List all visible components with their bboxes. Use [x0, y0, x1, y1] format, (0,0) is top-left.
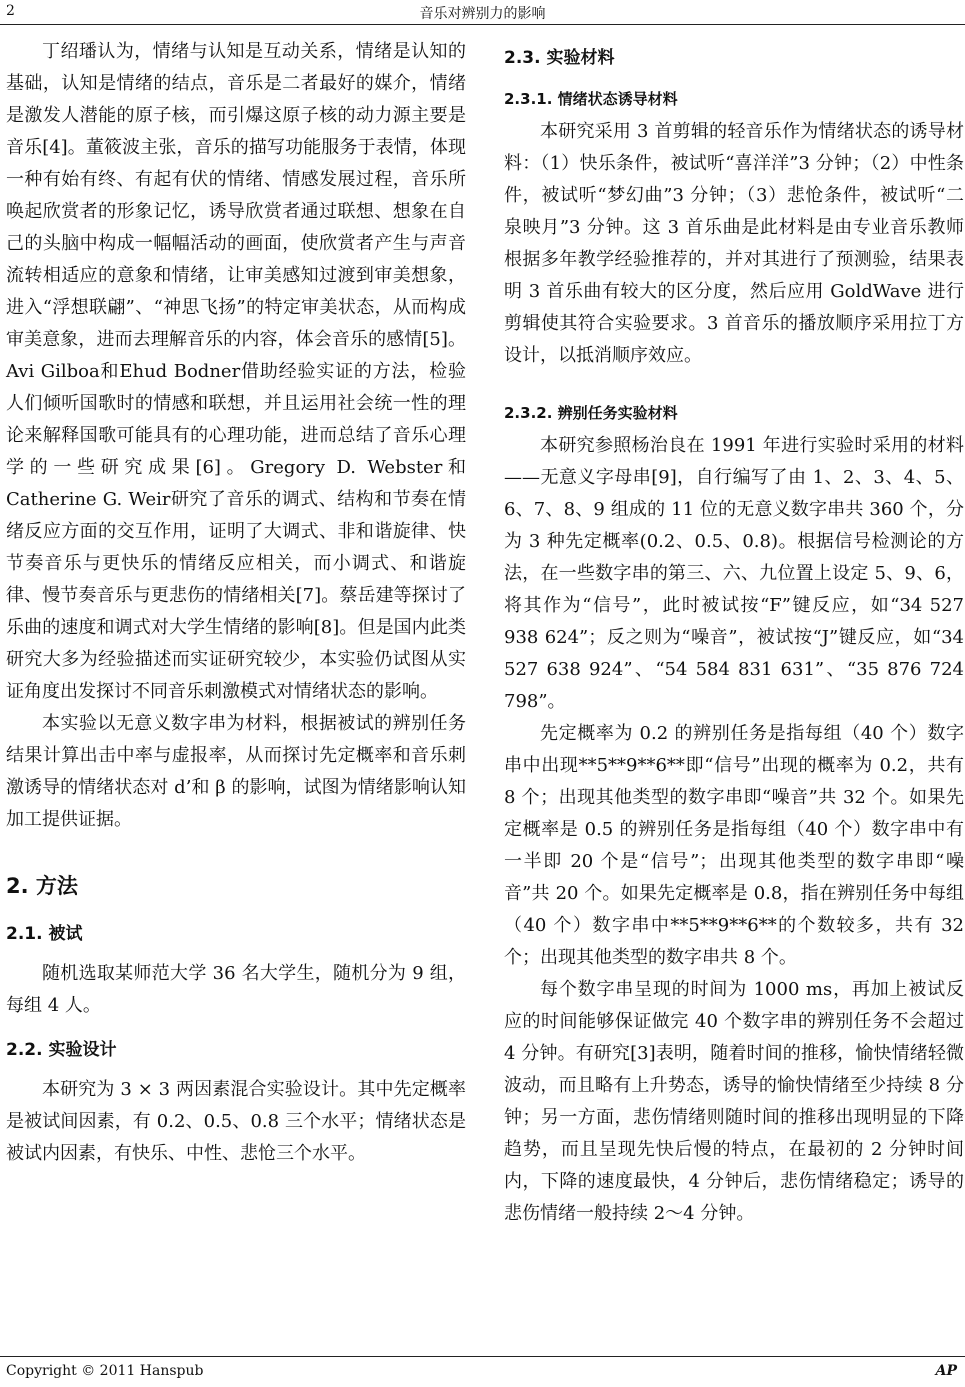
- section-heading-design: 2.2. 实验设计: [6, 1040, 117, 1060]
- section-heading-task-materials: 2.3.2. 辨别任务实验材料: [504, 404, 678, 422]
- task-paragraph-1: 本研究参照杨治良在 1991 年进行实验时采用的材料——无意义字母串[9]，自行编写了由 1、2、3、4、5、6、7、8、9 组成的 11 位的无意义数字串共 360 个，分为 3 种先定概率(0.2、0.5、0.8)。根据信号检测论的方法，在一些数字串的第三、六、九位置上设定 5、9、6，将其作为“信号”，此时被试按“F”键反应，如“34 527 938 624”；反之则为“噪音”，被试按“J”键反应，如“34 527 638 924”、“54 584 831 631”、“35 876 724 798”。: [504, 435, 964, 712]
- page-number: 2: [6, 3, 15, 19]
- section-heading-subjects: 2.1. 被试: [6, 924, 83, 944]
- left-column: [6, 36, 466, 1170]
- design-paragraph: 本研究为 3 × 3 两因素混合实验设计。其中先定概率是被试间因素，有 0.2、0.5、0.8 三个水平；情绪状态是被试内因素，有快乐、中性、悲怆三个水平。: [6, 1079, 466, 1164]
- page-footer: [0, 1356, 965, 1387]
- task-paragraph-3: 每个数字串呈现的时间为 1000 ms，再加上被试反应的时间能够保证做完 40 个数字串的辨别任务不会超过 4 分钟。有研究[3]表明，随着时间的推移，愉快情绪轻微波动，而且略有上升势态，诱导的愉快情绪至少持续 8 分钟；另一方面，悲伤情绪则随时间的推移出现明显的下降趋势，而且呈现先快后慢的特点，在最初的 2 分钟时间内，下降的速度最快，4 分钟后，悲伤情绪稳定；诱导的悲伤情绪一般持续 2～4 分钟。: [504, 979, 964, 1224]
- emotion-materials-paragraph: 本研究采用 3 首剪辑的轻音乐作为情绪状态的诱导材料：（1）快乐条件，被试听“喜洋洋”3 分钟；（2）中性条件，被试听“梦幻曲”3 分钟；（3）悲怆条件，被试听“二泉映月”3 分钟。这 3 首乐曲是此材料是由专业音乐教师根据多年教学经验推荐的，并对其进行了预测验，结果表明 3 首乐曲有较大的区分度，然后应用 GoldWave 进行剪辑使其符合实验要求。3 首音乐的播放顺序采用拉丁方设计，以抵消顺序效应。: [504, 121, 964, 366]
- right-column: [504, 36, 964, 1230]
- section-heading-emotion-materials: 2.3.1. 情绪状态诱导材料: [504, 90, 678, 108]
- running-title: 音乐对辨别力的影响: [419, 6, 546, 22]
- task-paragraph-2: 先定概率为 0.2 的辨别任务是指每组（40 个）数字串中出现**5**9**6**即“信号”出现的概率为 0.2，共有 8 个；出现其他类型的数字串即“噪音”共 32 个。如果先定概率是 0.5 的辨别任务是指每组（40 个）数字串中有一半即 20 个是“信号”；出现其他类型的数字串即“噪音”共 20 个。如果先定概率是 0.8，指在辨别任务中每组（40 个）数字串中**5**9**6**的个数较多，共有 32 个；出现其他类型的数字串共 8 个。: [504, 723, 964, 968]
- intro-paragraph-2: 本实验以无意义数字串为材料，根据被试的辨别任务结果计算出击中率与虚报率，从而探讨先定概率和音乐刺激诱导的情绪状态对 d’和 β 的影响，试图为情绪影响认知加工提供证据。: [6, 713, 466, 830]
- section-heading-method: 2. 方法: [6, 874, 78, 898]
- journal-abbreviation: AP: [935, 1363, 957, 1379]
- subjects-paragraph: 随机选取某师范大学 36 名大学生，随机分为 9 组，每组 4 人。: [6, 963, 466, 1016]
- section-heading-materials: 2.3. 实验材料: [504, 48, 615, 68]
- copyright-notice: Copyright © 2011 Hanspub: [6, 1363, 204, 1379]
- page-header: [0, 0, 965, 25]
- intro-paragraph-1: 丁绍璠认为，情绪与认知是互动关系，情绪是认知的基础，认知是情绪的结点，音乐是二者最好的媒介，情绪是激发人潜能的原子核，而引爆这原子核的动力源主要是音乐[4]。董筱波主张，音乐的描写功能服务于表情，体现一种有始有终、有起有伏的情绪、情感发展过程，音乐所唤起欣赏者的形象记忆，诱导欣赏者通过联想、想象在自己的头脑中构成一幅幅活动的画面，使欣赏者产生与声音流转相适应的意象和情绪，让审美感知过渡到审美想象，进入“浮想联翩”、“神思飞扬”的特定审美状态，从而构成审美意象，进而去理解音乐的内容，体会音乐的感情[5]。Avi Gilboa和Ehud Bodner借助经验实证的方法，检验人们倾听国歌时的情感和联想，并且运用社会统一性的理论来解释国歌可能具有的心理功能，进而总结了音乐心理学的一些研究成果[6]。Gregory D. Webster和Catherine G. Weir研究了音乐的调式、结构和节奏在情绪反应方面的交互作用，证明了大调式、非和谐旋律、快节奏音乐与更快乐的情绪反应相关，而小调式、和谐旋律、慢节奏音乐与更悲伤的情绪相关[7]。蔡岳建等探讨了乐曲的速度和调式对大学生情绪的影响[8]。但是国内此类研究大多为经验描述而实证研究较少，本实验仍试图从实证角度出发探讨不同音乐刺激模式对情绪状态的影响。: [6, 41, 466, 702]
